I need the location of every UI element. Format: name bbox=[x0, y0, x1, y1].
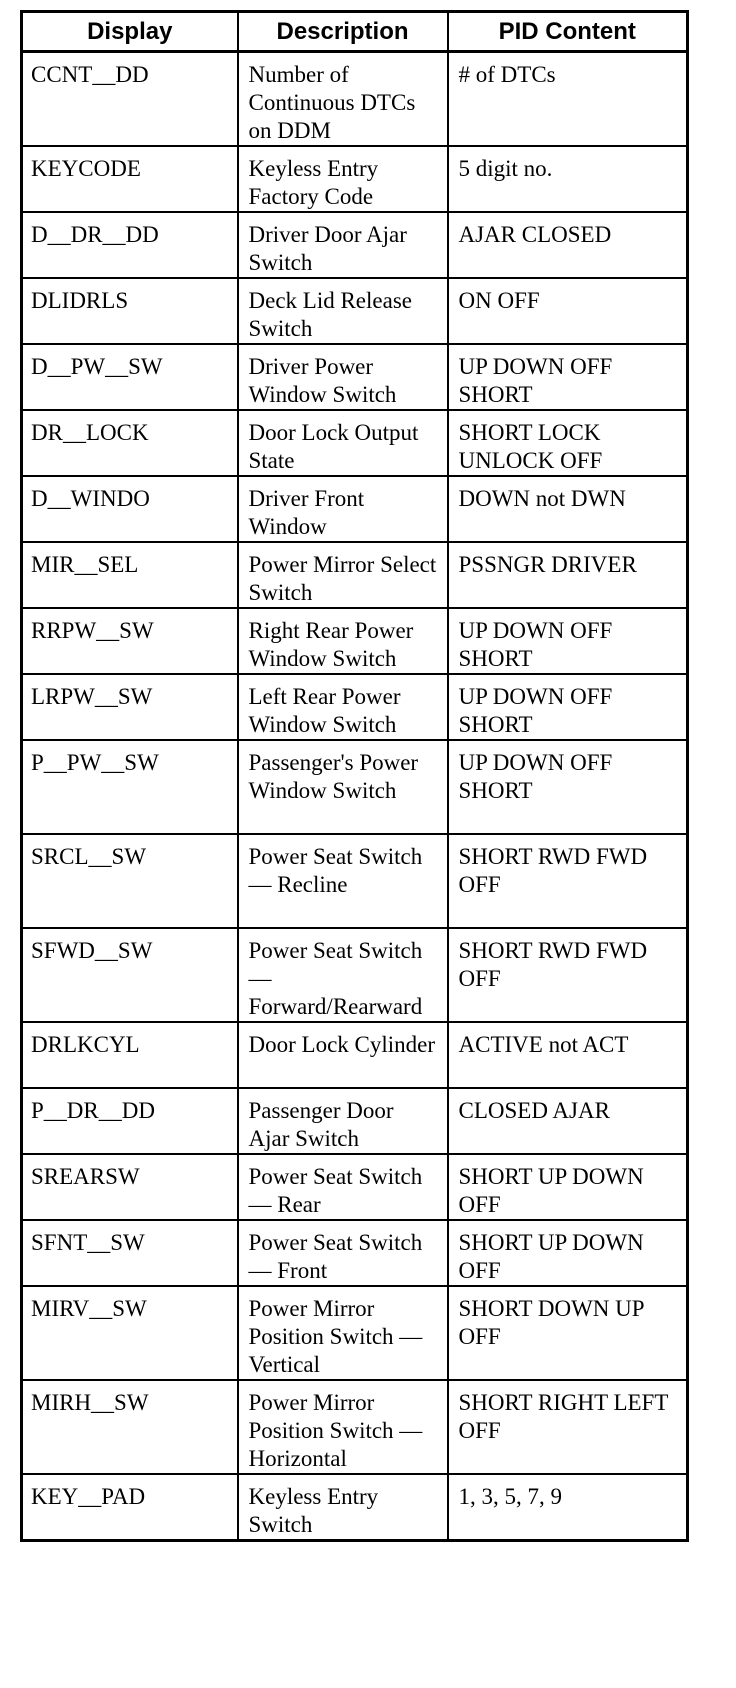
cell-description: Deck Lid Release Switch bbox=[238, 278, 448, 344]
cell-pid-content: ON OFF bbox=[448, 278, 688, 344]
table-row bbox=[22, 674, 688, 740]
cell-pid-content: SHORT UP DOWN OFF bbox=[448, 1220, 688, 1286]
cell-display: D__DR__DD bbox=[22, 212, 238, 278]
cell-pid-content: SHORT DOWN UP OFF bbox=[448, 1286, 688, 1380]
table-row bbox=[22, 212, 688, 278]
cell-display: DRLKCYL bbox=[22, 1022, 238, 1088]
cell-description: Power Seat Switch — Front bbox=[238, 1220, 448, 1286]
pid-table bbox=[20, 10, 689, 1542]
cell-description: Passenger's Power Window Switch bbox=[238, 740, 448, 834]
cell-description: Right Rear Power Window Switch bbox=[238, 608, 448, 674]
cell-display: LRPW__SW bbox=[22, 674, 238, 740]
cell-display: SFWD__SW bbox=[22, 928, 238, 1022]
cell-pid-content: SHORT LOCK UNLOCK OFF bbox=[448, 410, 688, 476]
table-row bbox=[22, 278, 688, 344]
cell-display: KEY__PAD bbox=[22, 1474, 238, 1541]
cell-description: Power Seat Switch — Forward/Rearward bbox=[238, 928, 448, 1022]
cell-display: D__WINDO bbox=[22, 476, 238, 542]
cell-display: CCNT__DD bbox=[22, 52, 238, 147]
cell-description: Door Lock Output State bbox=[238, 410, 448, 476]
table-row bbox=[22, 608, 688, 674]
cell-display: SREARSW bbox=[22, 1154, 238, 1220]
cell-display: MIRV__SW bbox=[22, 1286, 238, 1380]
table-row bbox=[22, 410, 688, 476]
cell-pid-content: SHORT RIGHT LEFT OFF bbox=[448, 1380, 688, 1474]
cell-description: Driver Door Ajar Switch bbox=[238, 212, 448, 278]
cell-pid-content: 1, 3, 5, 7, 9 bbox=[448, 1474, 688, 1541]
cell-display: P__DR__DD bbox=[22, 1088, 238, 1154]
cell-display: MIRH__SW bbox=[22, 1380, 238, 1474]
table-row bbox=[22, 1380, 688, 1474]
cell-display: DR__LOCK bbox=[22, 410, 238, 476]
cell-description: Keyless Entry Factory Code bbox=[238, 146, 448, 212]
cell-pid-content: CLOSED AJAR bbox=[448, 1088, 688, 1154]
cell-pid-content: ACTIVE not ACT bbox=[448, 1022, 688, 1088]
cell-display: SFNT__SW bbox=[22, 1220, 238, 1286]
cell-description: Keyless Entry Switch bbox=[238, 1474, 448, 1541]
cell-description: Power Mirror Select Switch bbox=[238, 542, 448, 608]
cell-display: KEYCODE bbox=[22, 146, 238, 212]
cell-description: Power Seat Switch — Recline bbox=[238, 834, 448, 928]
table-row bbox=[22, 146, 688, 212]
table-row bbox=[22, 476, 688, 542]
cell-pid-content: # of DTCs bbox=[448, 52, 688, 147]
table-row bbox=[22, 1286, 688, 1380]
table-row bbox=[22, 1220, 688, 1286]
cell-description: Power Seat Switch — Rear bbox=[238, 1154, 448, 1220]
cell-pid-content: PSSNGR DRIVER bbox=[448, 542, 688, 608]
cell-pid-content: AJAR CLOSED bbox=[448, 212, 688, 278]
header-description: Description bbox=[238, 12, 448, 52]
cell-display: DLIDRLS bbox=[22, 278, 238, 344]
cell-description: Power Mirror Position Switch — Horizontal bbox=[238, 1380, 448, 1474]
cell-pid-content: DOWN not DWN bbox=[448, 476, 688, 542]
table-row bbox=[22, 1474, 688, 1541]
cell-description: Door Lock Cylinder bbox=[238, 1022, 448, 1088]
cell-pid-content: SHORT RWD FWD OFF bbox=[448, 928, 688, 1022]
cell-pid-content: UP DOWN OFF SHORT bbox=[448, 674, 688, 740]
cell-pid-content: 5 digit no. bbox=[448, 146, 688, 212]
table-row bbox=[22, 928, 688, 1022]
cell-pid-content: SHORT RWD FWD OFF bbox=[448, 834, 688, 928]
table-row bbox=[22, 344, 688, 410]
cell-description: Driver Power Window Switch bbox=[238, 344, 448, 410]
cell-display: MIR__SEL bbox=[22, 542, 238, 608]
cell-description: Passenger Door Ajar Switch bbox=[238, 1088, 448, 1154]
cell-description: Driver Front Window bbox=[238, 476, 448, 542]
cell-description: Power Mirror Position Switch — Vertical bbox=[238, 1286, 448, 1380]
cell-display: D__PW__SW bbox=[22, 344, 238, 410]
cell-description: Left Rear Power Window Switch bbox=[238, 674, 448, 740]
table-row bbox=[22, 542, 688, 608]
table-row bbox=[22, 1022, 688, 1088]
cell-pid-content: UP DOWN OFF SHORT bbox=[448, 608, 688, 674]
cell-pid-content: UP DOWN OFF SHORT bbox=[448, 740, 688, 834]
cell-pid-content: SHORT UP DOWN OFF bbox=[448, 1154, 688, 1220]
table-row bbox=[22, 1154, 688, 1220]
table-row bbox=[22, 1088, 688, 1154]
table-row bbox=[22, 740, 688, 834]
cell-display: P__PW__SW bbox=[22, 740, 238, 834]
cell-display: SRCL__SW bbox=[22, 834, 238, 928]
header-row bbox=[22, 12, 688, 52]
table-row bbox=[22, 52, 688, 147]
header-pid-content: PID Content bbox=[448, 12, 688, 52]
cell-display: RRPW__SW bbox=[22, 608, 238, 674]
cell-pid-content: UP DOWN OFF SHORT bbox=[448, 344, 688, 410]
cell-description: Number of Continuous DTCs on DDM bbox=[238, 52, 448, 147]
table-row bbox=[22, 834, 688, 928]
header-display: Display bbox=[22, 12, 238, 52]
